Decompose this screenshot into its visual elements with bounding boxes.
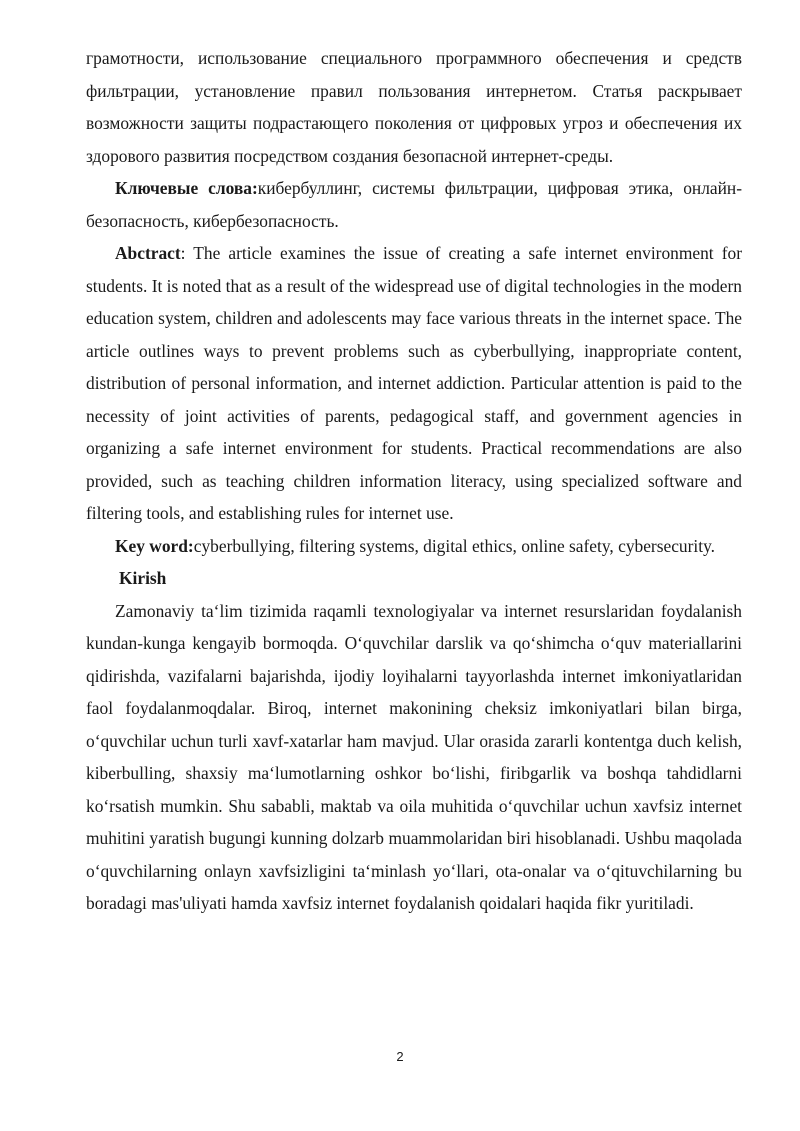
russian-keywords-label: Ключевые слова: (115, 178, 258, 198)
page-number: 2 (396, 1049, 404, 1064)
english-abstract-label: Abctract (115, 243, 181, 263)
document-page (86, 42, 742, 920)
introduction-paragraph: Zamonaviy taʻlim tizimida raqamli texnologiyalar va internet resurslaridan foydalanish kundan-kunga kengayib bormoqda. Oʻquvchilar darslik va qoʻshimcha oʻquv materiallarini qidirishda, vazifalarni bajarishda, ijodiy loyihalarni tayyorlashda internet imkoniyatlaridan faol foydalanmoqdalar. Biroq, internet makonining cheksiz imkoniyatlari bilan birga, oʻquvchilar uchun turli xavf-xatarlar ham mavjud. Ular orasida zararli kontentga duch kelish, kiberbulling, shaxsiy maʻlumotlarning oshkor boʻlishi, firibgarlik va boshqa tahdidlarni koʻrsatish mumkin. Shu sababli, maktab va oila muhitida oʻquvchilar uchun xavfsiz internet muhitini yaratish bugungi kunning dolzarb muammolaridan biri hisoblanadi. Ushbu maqolada oʻquvchilarning onlayn xavfsizligini taʻminlash yoʻllari, ota-onalar va oʻqituvchilarning bu boradagi mas'uliyati hamda xavfsiz internet foydalanish qoidalari haqida fikr yuritiladi. (86, 600, 742, 913)
english-keywords-label: Key word: (115, 535, 194, 556)
russian-abstract-continuation: грамотности, использование специального программного обеспечения и средств фильтрации, установление правил пользования интернетом. Статья раскрывает возможности защиты подрастающего поколения от цифровых угроз и обеспечения их здорового развития посредством создания безопасной интернет-среды. (86, 48, 742, 166)
russian-keywords-text: кибербуллинг, системы фильтрации, цифровая этика, онлайн-безопасность, кибербезопасность. (86, 178, 742, 231)
russian-keywords-paragraph (86, 172, 742, 237)
english-abstract-paragraph (86, 237, 742, 530)
section-heading: Kirish (119, 568, 167, 588)
english-keywords-paragraph (86, 530, 742, 563)
english-abstract-text: : The article examines the issue of creating a safe internet environment for students. It is noted that as a result of the widespread use of digital technologies in the modern education system, children and adolescents may face various threats in the internet space. The article outlines ways to prevent problems such as cyberbullying, inappropriate content, distribution of personal information, and internet addiction. Particular attention is paid to the necessity of joint activities of parents, pedagogical staff, and government agencies in organizing a safe internet environment for students. Practical recommendations are also provided, such as teaching children information literacy, using specialized software and filtering tools, and establishing rules for internet use. (86, 243, 742, 523)
english-keywords-text: cyberbullying, filtering systems, digital ethics, online safety, cybersecurity. (193, 535, 715, 556)
